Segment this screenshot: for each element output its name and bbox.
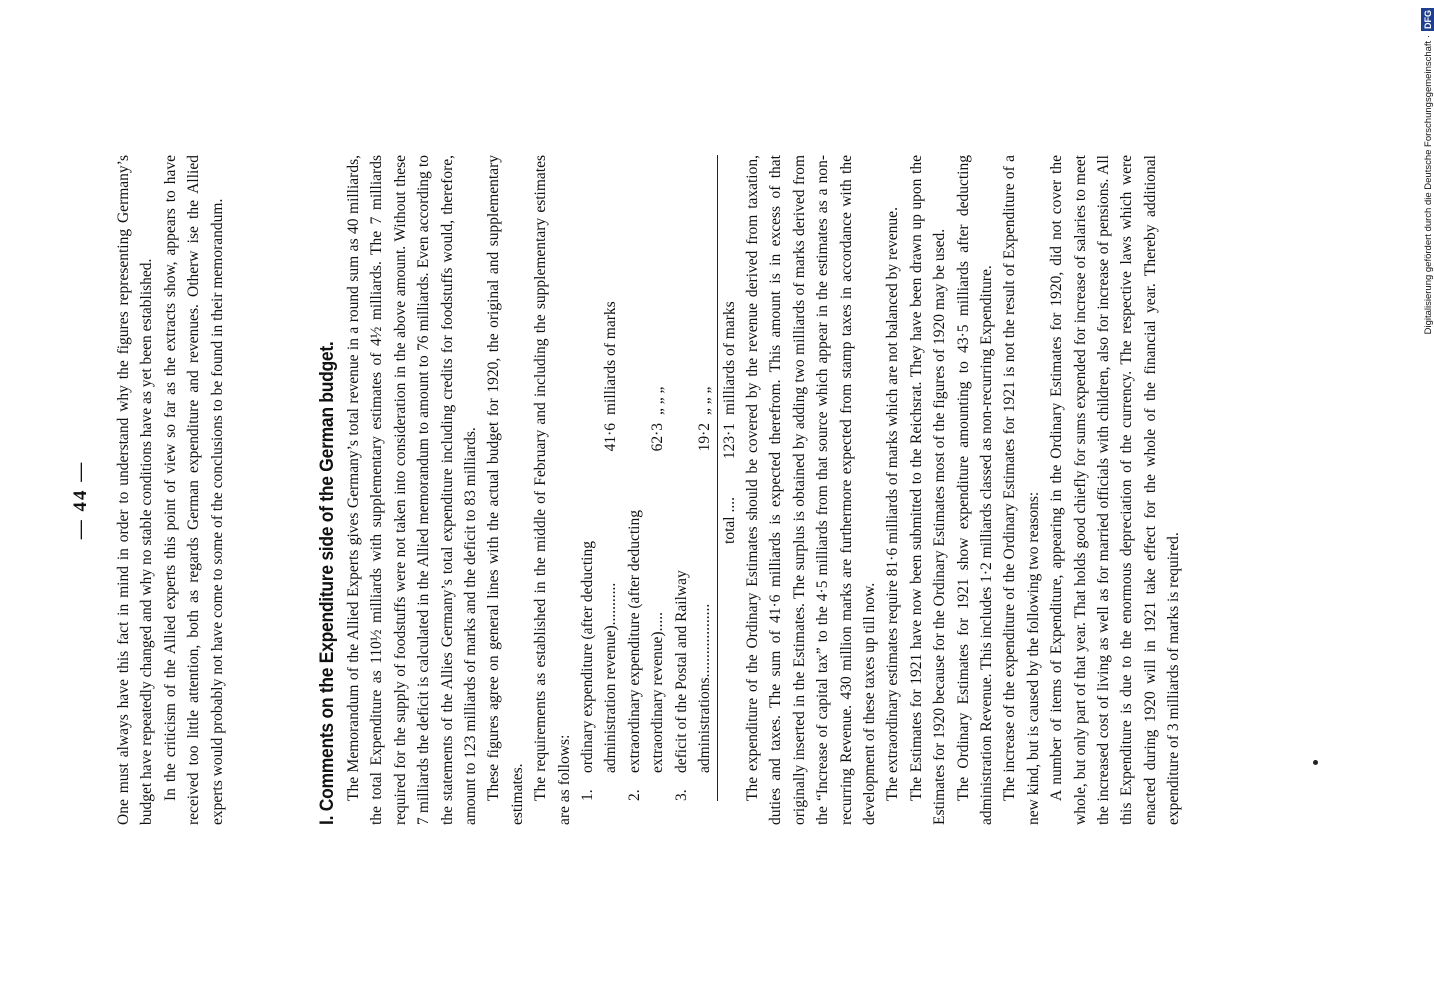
item-unit: milliards of marks [602,301,620,415]
intro-block [112,155,229,825]
digitization-credit [1421,8,1434,388]
item-value: 62·3 [649,423,667,452]
item-label: ordinary expenditure (after deducting administration revenue)........... [579,541,620,773]
body-paragraph: These figures agree on general lines with the actual budget for 1920, the original and supplementary estimates. [485,155,526,825]
item-number: 2. [625,789,643,801]
ink-speck [1313,760,1318,765]
table-row [576,155,623,801]
total-label: total .... [717,487,741,773]
item-label: extraordinary expenditure (after deducting extraordinary revenue)..... [625,510,667,773]
body-paragraph: The Ordinary Estimates for 1921 show expenditure amounting to 43·5 milliards after deducting administration Revenue. This includes 1·2 milliards classed as non-recurring Expenditure. [954,155,995,825]
item-value: 19·2 [696,423,714,452]
body-paragraph: The requirements as established in the middle of February and including the supplementary estimates are as follows: [532,155,573,825]
credit-text: Digitalisierung gefördert durch die Deutsche Forschungsgemeinschaft · [1422,35,1434,335]
body-paragraph: The Memorandum of the Allied Experts gives Germany’s total revenue in a round sum as 40 milliards, the total Expenditure as 110½ milliards with supplementary estimates of 4½ milliards. The 7 milliards required for the supply of foodstuffs were not taken into consideration in the above amount. Without these 7 milliards the deficit is calculated in the Allied memorandum to amount to 76 milliards. Even according to the statements of the Allies Germany’s total expenditure including credits for foodstuffs would, therefore, amount to 123 milliards of marks and the deficit to 83 milliards. [345,155,480,825]
dfg-logo: DFG [1423,10,1433,29]
page-number: — 44 — [70,460,91,540]
table-row [623,155,670,801]
total-unit: milliards of marks [717,155,741,415]
expenditure-section [314,155,1186,825]
item-number: 3. [672,789,690,801]
item-value: 41·6 [602,423,620,452]
body-paragraph: The Estimates for 1921 have now been submitted to the Reichsrat. They have been drawn up upon the Estimates for 1920 because for the Ordinary Estimates most of the figures of 1920 may be used. [907,155,949,825]
estimates-table [576,155,741,801]
body-paragraph: The expenditure of the Ordinary Estimates should be covered by the revenue derived from taxation, duties and taxes. The sum of 41·6 milliards is expected therefrom. This amount is in excess of that originally inserted in the Estimates. The surplus is obtained by adding two milliards of marks derived from the “Increase of capital tax” to the 4·5 milliards from that source which appear in the estimates as a non-recurring Revenue. 430 million marks are furthermore expected from stamp taxes in accordance with the development of these taxes up till now. [743,155,878,825]
total-row [717,155,741,801]
item-unit: „ „ „ [696,386,714,415]
body-paragraph: A number of items of Expenditure, appearing in the Ordinary Estimates for 1920, did not cover the whole, but only part of that year. That holds good chiefly for sums expended for increase of salaries to meet the increased cost of living as well as for married officials with children, also for increase of pensions. All this Expenditure is due to the enormous depreciation of the currency. The respective laws which were enacted during 1920 will in 1921 take effect for the whole of the financial year. Thereby additional expenditure of 3 milliards of marks is required. [1048,155,1183,825]
total-value: 123·1 [717,415,741,487]
item-unit: „ „ „ [649,386,667,415]
section-heading: I. Comments on the Expenditure side of the German budget. [317,341,338,825]
body-paragraph: The increase of the expenditure of the Ordinary Estimates for 1921 is not the result of Expenditure of a new kind, but is caused by the following two reasons: [1001,155,1042,825]
intro-paragraph: In the criticism of the Allied experts this point of view so far as the extracts show, appears to have received too little attention, both as regards German expenditure and revenues. Otherw ise the Allied experts would probably not have come to some of the conclusions to be found in their memorandum. [161,155,226,825]
item-number: 1. [579,789,597,801]
intro-paragraph: One must always have this fact in mind in order to understand why the figures representing Germany’s budget have repeatedly changed and why no stable conditions have as yet been established. [115,155,156,825]
item-label: deficit of the Postal and Railway administrations................... [672,570,714,773]
body-paragraph: The extraordinary estimates require 81·6 milliards of marks which are not balanced by revenue. [884,207,902,801]
table-row [670,155,717,801]
